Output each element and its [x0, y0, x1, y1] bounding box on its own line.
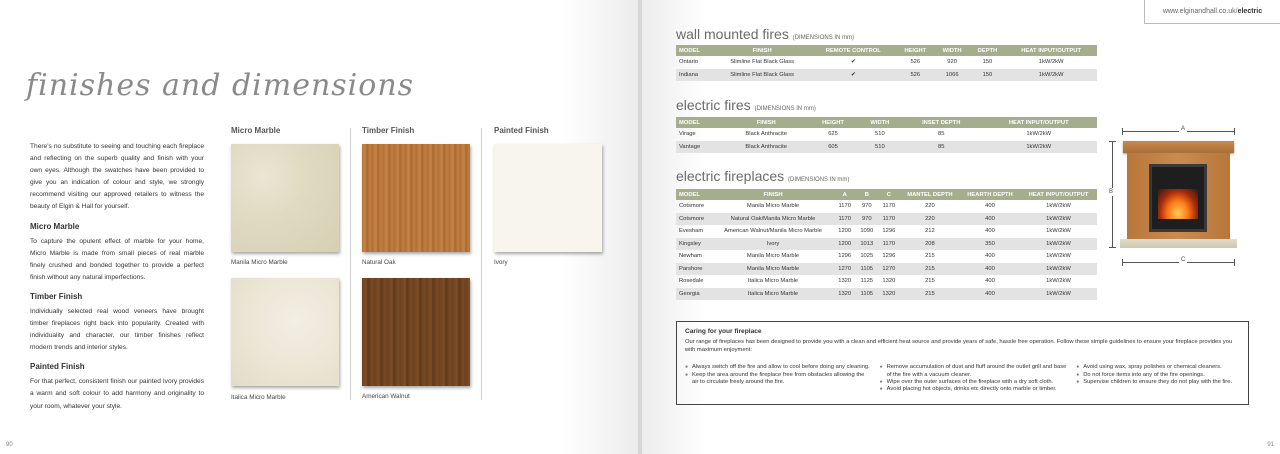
table-row	[676, 288, 1097, 301]
list-item: ● Supervise children to ensure they do not play with the fire.	[1076, 379, 1240, 386]
cell-model: Parshore	[676, 263, 712, 276]
col-header: WIDTH	[858, 117, 902, 128]
cell-a: 1296	[838, 253, 852, 260]
cell-width: 510	[858, 141, 902, 154]
page-title: finishes and dimensions	[26, 68, 415, 103]
cell-heat: 1kW/2kW	[1046, 203, 1071, 210]
cell-c: 1320	[878, 288, 900, 301]
cell-remote: ✔	[811, 69, 896, 82]
cell-hearth-depth: 350	[960, 238, 1020, 251]
units-note: (DIMENSIONS IN mm)	[788, 177, 850, 183]
cell-hearth-depth: 400	[985, 278, 995, 285]
cell-depth: 150	[970, 69, 1006, 82]
cell-inset-depth: 85	[938, 131, 945, 138]
cell-mantel-depth: 215	[900, 288, 960, 301]
col-header: MODEL	[676, 189, 712, 200]
cell-c: 1170	[882, 203, 896, 210]
cell-heat: 1kW/2kW	[1005, 69, 1097, 82]
fire-insert	[1149, 164, 1207, 232]
cell-heat: 1kW/2kW	[1020, 213, 1097, 226]
col-header: WIDTH	[935, 45, 970, 56]
col-header: DEPTH	[970, 45, 1006, 56]
cell-heat: 1kW/2kW	[1038, 59, 1064, 66]
cell-model: Rosedale	[679, 278, 704, 285]
dimension-label-c: C	[1181, 257, 1186, 263]
cell-c: 1170	[878, 213, 900, 226]
cell-b: 1025	[860, 253, 874, 260]
section-title: electric fireplaces	[676, 168, 785, 184]
table-row	[676, 200, 1097, 213]
cell-width: 920	[947, 59, 957, 66]
page-number: 90	[6, 442, 13, 448]
col-header: INSET DEPTH	[902, 117, 980, 128]
swatch-manila-micro-marble	[231, 144, 339, 252]
col-header: HEAT INPUT/OUTPUT	[1020, 189, 1097, 200]
cell-b: 970	[856, 213, 878, 226]
cell-b: 970	[861, 203, 872, 210]
table-row	[676, 225, 1097, 238]
cell-finish: Manila Micro Marble	[712, 263, 833, 276]
table-row	[676, 128, 1097, 141]
col-header: HEAT INPUT/OUTPUT	[1005, 45, 1097, 56]
cell-mantel-depth: 220	[925, 203, 935, 210]
cell-heat: 1kW/2kW	[1020, 238, 1097, 251]
cell-finish: Slimline Flat Black Glass	[730, 59, 795, 66]
cell-finish: Ivory	[712, 238, 833, 251]
cell-model: Georgia	[676, 288, 712, 301]
cell-model: Indiana	[676, 69, 714, 82]
col-header: FINISH	[714, 45, 811, 56]
units-note: (DIMENSIONS IN mm)	[754, 106, 816, 112]
mantel-shelf	[1123, 141, 1234, 153]
col-header: FINISH	[724, 117, 808, 128]
cell-finish: Black Anthracite	[724, 141, 808, 154]
cell-mantel-depth: 215	[900, 263, 960, 276]
list-item: ● Do not force items into any of the fire openings.	[1076, 372, 1240, 379]
intro-paragraph: There's no substitute to seeing and touching each fireplace and reflecting on the superb quality and finish with your own eyes. Although the swatches have been provided to give you an indication of colour and style, we strongly recommend visiting our approved retailers to witness the beauty of Elgin & Hall for yourself.	[30, 143, 204, 211]
cell-c: 1320	[882, 278, 896, 285]
table-row	[676, 275, 1097, 288]
cell-hearth-depth: 400	[985, 203, 995, 210]
col-header: MANTEL DEPTH	[900, 189, 960, 200]
list-item: ● Avoid placing hot objects, drinks etc directly onto marble or timber.	[880, 386, 1069, 393]
col-header: HEIGHT	[896, 45, 935, 56]
cell-b: 1125	[860, 278, 874, 285]
cell-model: Virage	[679, 131, 696, 138]
col-header: FINISH	[712, 189, 833, 200]
table-row	[676, 263, 1097, 276]
dimension-tick	[1234, 128, 1235, 135]
cell-b: 1090	[860, 228, 874, 235]
table-row	[676, 141, 1097, 154]
cell-heat: 1kW/2kW	[1046, 278, 1071, 285]
micro-marble-text: To capture the opulent effect of marble for your home, Micro Marble is made from small pieces of real marble finely crushed and bonded together to provide a perfect finish without any natural imperfections.	[30, 237, 204, 281]
care-list-2	[880, 364, 1069, 394]
cell-c: 1270	[878, 263, 900, 276]
cell-hearth-depth: 400	[960, 213, 1020, 226]
cell-c: 1296	[882, 253, 896, 260]
cell-a: 1200	[838, 228, 852, 235]
col-header: REMOTE CONTROL	[811, 45, 896, 56]
cell-width: 510	[875, 131, 885, 138]
col-header: HEIGHT	[808, 117, 857, 128]
column-divider	[350, 128, 351, 400]
cell-hearth-depth: 400	[985, 253, 995, 260]
cell-model: Newham	[679, 253, 702, 260]
col-header: C	[878, 189, 900, 200]
cell-model: Evesham	[679, 228, 704, 235]
flame-effect	[1158, 189, 1198, 219]
cell-heat: 1kW/2kW	[1020, 263, 1097, 276]
swatch-label: Natural Oak	[362, 259, 396, 266]
column-heading-micro-marble: Micro Marble	[231, 126, 281, 135]
dimension-tick	[1109, 141, 1116, 142]
care-list-1	[685, 364, 872, 394]
swatch-italica-micro-marble	[231, 278, 339, 386]
cell-c: 1170	[878, 238, 900, 251]
page-number: 91	[1267, 442, 1274, 448]
cell-a: 1320	[834, 288, 856, 301]
cell-hearth-depth: 400	[985, 228, 995, 235]
list-item: ● Wipe over the outer surfaces of the fireplace with a dry soft cloth.	[880, 379, 1069, 386]
right-page	[642, 0, 1280, 454]
painted-finish-text: For that perfect, consistent finish our painted Ivory provides a warm and soft colour to add harmony and originality to your room, whatever your style.	[30, 378, 204, 410]
cell-finish: Italica Micro Marble	[712, 288, 833, 301]
units-note: (DIMENSIONS IN mm)	[792, 35, 855, 41]
cell-b: 1013	[856, 238, 878, 251]
col-header: MODEL	[676, 45, 714, 56]
caring-info-box	[676, 321, 1249, 405]
list-item: ● Keep the area around the fireplace free from obstacles allowing the air to circulate freely around the fire.	[685, 372, 872, 387]
col-header: MODEL	[676, 117, 724, 128]
care-list-3	[1076, 364, 1240, 394]
electric-fires-table	[676, 117, 1097, 153]
cell-a: 1270	[834, 263, 856, 276]
cell-a: 1200	[834, 238, 856, 251]
cell-finish: Italica Micro Marble	[747, 278, 799, 285]
dimension-tick	[1234, 259, 1235, 266]
painted-finish-heading: Painted Finish	[30, 362, 85, 372]
cell-heat: 1kW/2kW	[1026, 131, 1052, 138]
cell-finish: Black Anthracite	[745, 131, 787, 138]
list-item: ● Avoid using wax, spray polishes or chemical cleaners.	[1076, 364, 1240, 371]
cell-depth: 150	[982, 59, 993, 66]
cell-heat: 1kW/2kW	[980, 141, 1097, 154]
table-row	[676, 69, 1097, 82]
cell-c: 1296	[882, 228, 896, 235]
swatch-label: Manila Micro Marble	[231, 259, 288, 266]
dimension-label-b: B	[1109, 189, 1114, 195]
cell-a: 1170	[834, 213, 856, 226]
swatch-label: American Walnut	[362, 393, 410, 400]
col-header: A	[834, 189, 856, 200]
cell-height: 625	[828, 131, 838, 138]
cell-a: 1320	[838, 278, 852, 285]
cell-finish: American Walnut/Manila Micro Marble	[724, 228, 822, 235]
cell-finish: Natural Oak/Manila Micro Marble	[712, 213, 833, 226]
electric-fireplaces-title	[676, 168, 849, 184]
care-intro: Our range of fireplaces has been designed to provide you with a clean and efficient heat source and provide years of safe, hassle free operation. Follow these simple guidelines to ensure your fireplace provides you with maximum enjoyment:	[685, 339, 1233, 353]
cell-finish: Manila Micro Marble	[746, 253, 800, 260]
cell-hearth-depth: 400	[960, 263, 1020, 276]
cell-mantel-depth: 212	[925, 228, 935, 235]
electric-fireplaces-table	[676, 189, 1097, 300]
url-section: electric	[1237, 8, 1263, 15]
cell-mantel-depth: 215	[925, 253, 935, 260]
swatch-natural-oak	[362, 144, 470, 252]
cell-model: Kingsley	[676, 238, 712, 251]
dimension-tick	[1122, 128, 1123, 135]
cell-b: 1105	[856, 263, 878, 276]
swatch-ivory	[494, 144, 602, 252]
cell-heat: 1kW/2kW	[1046, 253, 1071, 260]
dimension-label-a: A	[1181, 126, 1186, 132]
cell-width: 1066	[935, 69, 970, 82]
col-header: HEARTH DEPTH	[960, 189, 1020, 200]
electric-fires-title	[676, 97, 816, 113]
cell-height: 526	[910, 59, 921, 66]
swatch-label: Ivory	[494, 259, 508, 266]
cell-heat: 1kW/2kW	[1020, 288, 1097, 301]
dimension-tick	[1109, 247, 1116, 248]
list-item: ● Remove accumulation of dust and fluff around the outlet grill and base of the fire with a vacuum cleaner.	[880, 364, 1069, 379]
cell-model: Cotsmore	[676, 213, 712, 226]
swatch-american-walnut	[362, 278, 470, 386]
cell-b: 1105	[856, 288, 878, 301]
timber-finish-text: Individually selected real wood veneers have brought timber fireplaces right back into popularity. Created with individuality and character, our timber finishes reflect modern trends and interior styles.	[30, 307, 204, 352]
col-header: B	[856, 189, 878, 200]
hearth	[1120, 239, 1237, 248]
micro-marble-heading: Micro Marble	[30, 221, 80, 231]
table-row	[676, 238, 1097, 251]
website-url[interactable]	[1144, 0, 1280, 24]
cell-mantel-depth: 215	[925, 278, 935, 285]
column-heading-painted: Painted Finish	[494, 126, 549, 135]
section-title: wall mounted fires	[676, 26, 789, 42]
col-header: HEAT INPUT/OUTPUT	[980, 117, 1097, 128]
table-row	[676, 56, 1097, 69]
care-title: Caring for your fireplace	[685, 328, 762, 335]
url-prefix: www.elginandhall.co.uk/	[1162, 8, 1238, 15]
list-item: ● Always switch off the fire and allow to cool before doing any cleaning.	[685, 364, 872, 371]
cell-hearth-depth: 400	[960, 288, 1020, 301]
cell-remote: ✔	[850, 59, 856, 66]
swatch-label: Italica Micro Marble	[231, 394, 286, 401]
intro-text-block	[30, 141, 204, 413]
dimension-tick	[1122, 259, 1123, 266]
cell-finish: Slimline Flat Black Glass	[714, 69, 811, 82]
cell-height: 605	[808, 141, 857, 154]
timber-finish-heading: Timber Finish	[30, 291, 83, 301]
cell-model: Vantage	[676, 141, 724, 154]
section-title: electric fires	[676, 97, 751, 113]
cell-mantel-depth: 208	[900, 238, 960, 251]
cell-inset-depth: 85	[902, 141, 980, 154]
left-page	[0, 0, 638, 454]
column-divider	[481, 128, 482, 400]
wall-mounted-title	[676, 26, 854, 42]
cell-height: 526	[896, 69, 935, 82]
cell-mantel-depth: 220	[900, 213, 960, 226]
cell-a: 1170	[838, 203, 851, 210]
cell-heat: 1kW/2kW	[1046, 228, 1071, 235]
column-heading-timber: Timber Finish	[362, 126, 415, 135]
table-row	[676, 250, 1097, 263]
cell-model: Cotsmore	[679, 203, 705, 210]
cell-model: Ontario	[679, 59, 699, 66]
table-row	[676, 213, 1097, 226]
wall-mounted-table	[676, 45, 1097, 81]
cell-finish: Manila Micro Marble	[746, 203, 800, 210]
